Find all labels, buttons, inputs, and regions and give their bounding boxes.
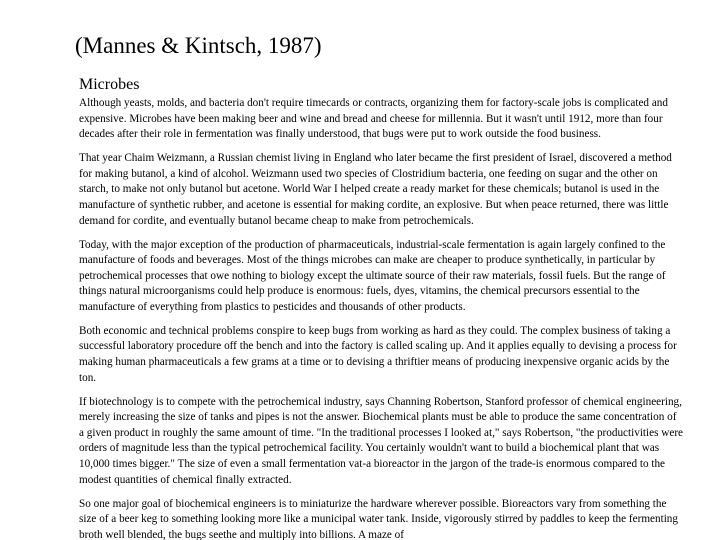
section-heading: Microbes <box>79 76 140 93</box>
article-body <box>79 96 683 540</box>
paragraph: Today, with the major exception of the production of pharmaceuticals, industrial-scale fermentation is again largely confined to the manufacture of foods and beverages. Most of the things microbes can make are cheaper to produce synthetically, in particular by petrochemical processes that owe nothing to biology except the ultimate source of their raw materials, fossil fuels. But the range of things natural microorganisms could help produce is enormous: fuels, dyes, vitamins, the chemical precursors essential to the manufacture of everything from plastics to pesticides and thousands of other products. <box>79 238 666 313</box>
paragraph: So one major goal of biochemical engineers is to miniaturize the hardware wherever possible. Bioreactors vary from something the size of a beer keg to something looking more like a municipal water tank. Inside, vigorously stirred by paddles to keep the fermenting broth well blended, the bugs seethe and multiply into billions. A maze of <box>79 497 678 540</box>
paragraph: If biotechnology is to compete with the petrochemical industry, says Channing Robertson, Stanford professor of chemical engineering, merely increasing the size of tanks and pipes is not the answer. Biochemical plants must be able to produce the same concentration of a given product in roughly the same amount of time. "In the traditional processes I looked at," says Robertson, "the productivities were orders of magnitude less than the typical petrochemical facility. You certainly wouldn't want to build a biochemical plant that was 10,000 times bigger." The size of even a small fermentation vat-a bioreactor in the jargon of the trade-is enormous compared to the modest quantities of chemical finally extracted. <box>79 395 684 486</box>
document-title: (Mannes & Kintsch, 1987) <box>75 33 322 58</box>
paragraph: Although yeasts, molds, and bacteria don't require timecards or contracts, organizing them for factory-scale jobs is complicated and expensive. Microbes have been making beer and wine and bread and cheese for millennia. But it wasn't until 1912, more than four decades after their role in fermentation was finally understood, that bugs were put to work outside the food business. <box>79 97 668 141</box>
paragraph: That year Chaim Weizmann, a Russian chemist living in England who later became the first president of Israel, discovered a method for making butanol, a kind of alcohol. Weizmann used two species of Clostridium bacteria, one feeding on sugar and the other on starch, to make not only butanol but acetone. World War I helped create a ready market for these chemicals; butanol is used in the manufacture of synthetic rubber, and acetone is essential for making cordite, an explosive. But when peace returned, there was little demand for cordite, and eventually butanol became cheap to make from petrochemicals. <box>79 152 672 227</box>
paragraph: Both economic and technical problems conspire to keep bugs from working as hard as they could. The complex business of taking a successful laboratory procedure off the bench and into the factory is called scaling up. And it applies equally to devising a process for making human pharmaceuticals a few grams at a time or to devising a thriftier means of producing inexpensive organic acids by the ton. <box>79 324 677 384</box>
